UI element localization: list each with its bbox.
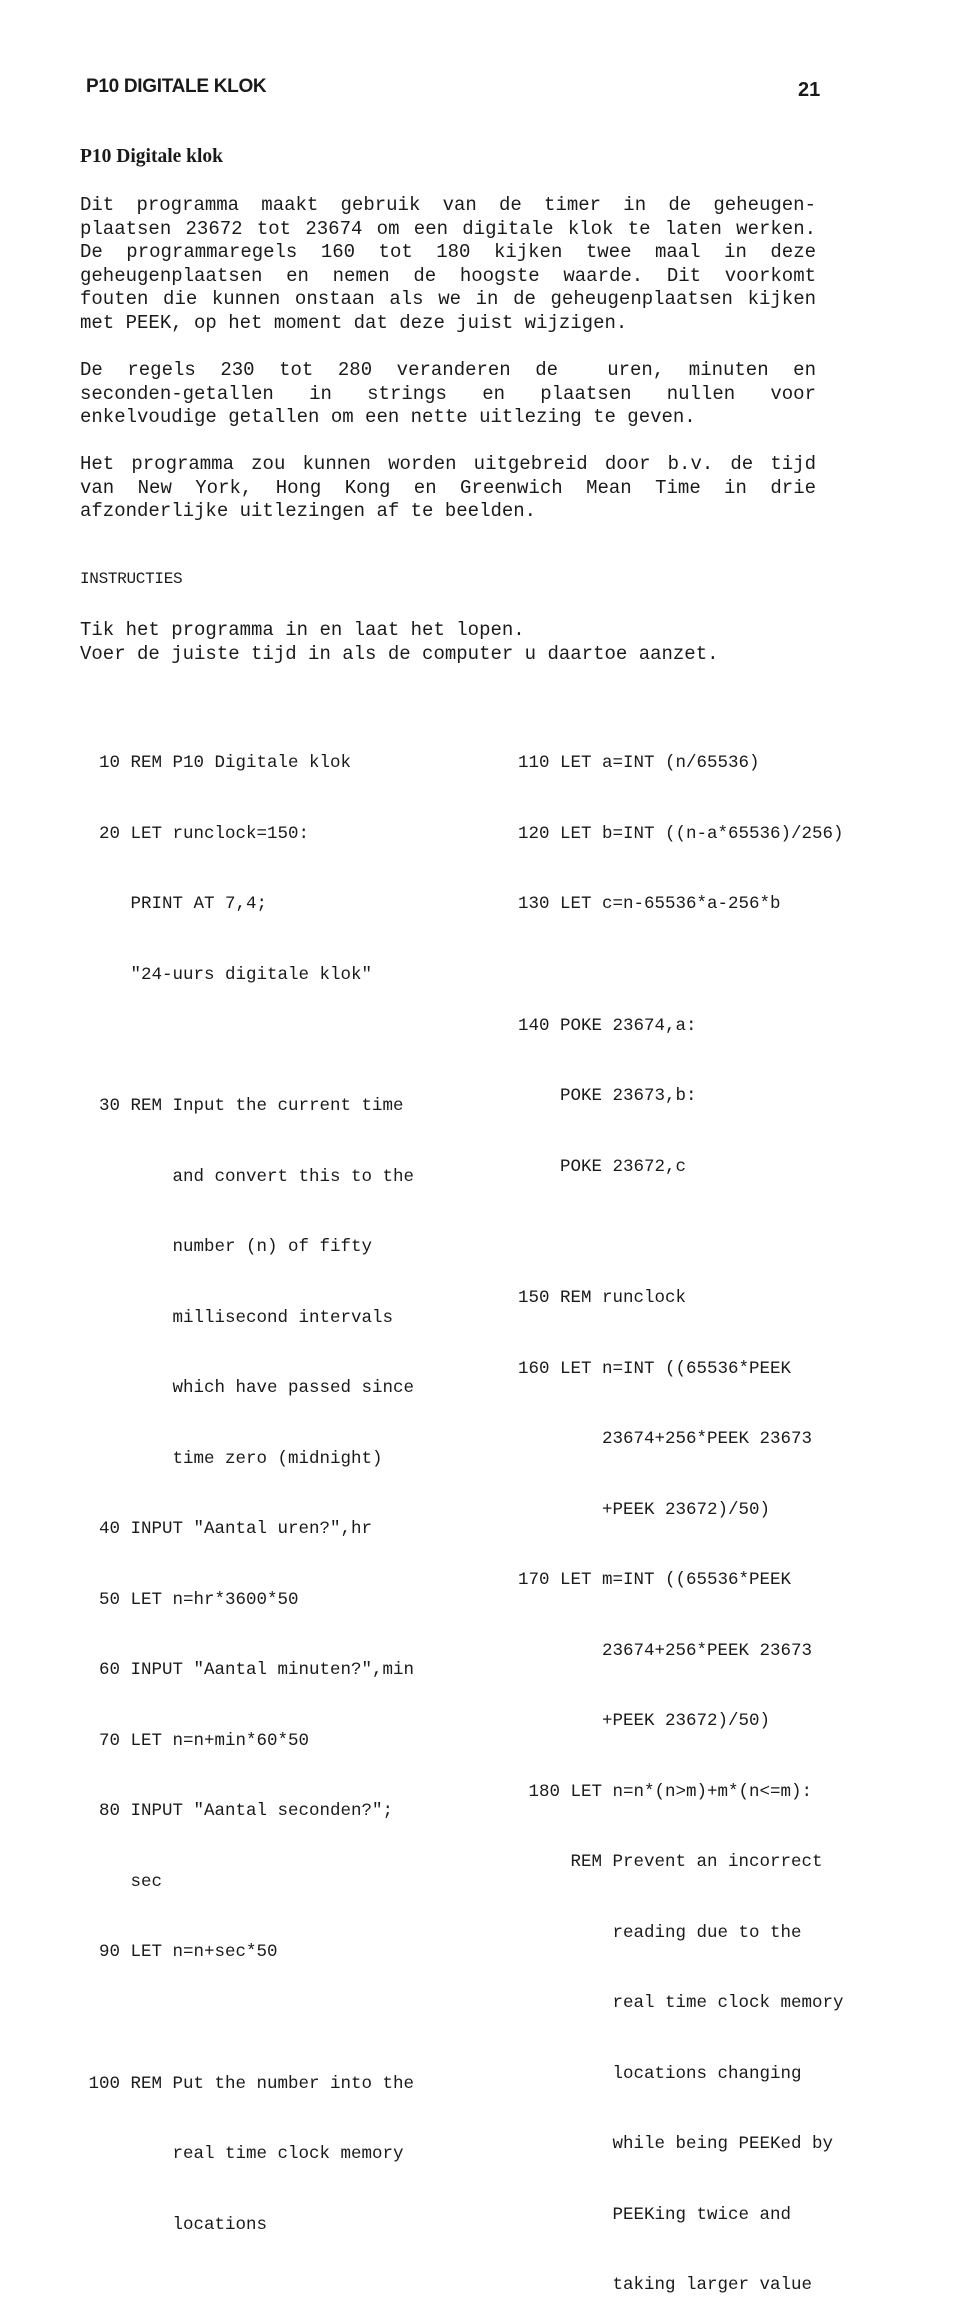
code-line: POKE 23673,b:: [518, 1086, 697, 1106]
running-header-title: P10 DIGITALE KLOK: [86, 76, 267, 97]
code-line: 50 LET n=hr*3600*50: [78, 1589, 299, 1610]
code-line: 100 REM Put the number into the: [78, 2073, 415, 2094]
code-line: time zero (midnight): [78, 1448, 383, 1469]
code-line: 20 LET runclock=150:: [78, 823, 310, 844]
code-line: 70 LET n=n+min*60*50: [78, 1730, 310, 1751]
code-line: real time clock memory: [518, 1993, 844, 2013]
code-line: "24-uurs digitale klok": [78, 964, 373, 985]
code-line: 170 LET m=INT ((65536*PEEK: [518, 1570, 792, 1590]
code-line: 120 LET b=INT ((n-a*65536)/256): [518, 823, 844, 844]
text-line: Het programma zou kunnen worden uitgebreid door b.v. de tijd: [80, 453, 816, 475]
text-line: Dit programma maakt gebruik van de timer in de geheugen-: [80, 194, 816, 216]
code-line: 110 LET a=INT (n/65536): [518, 753, 760, 773]
text-line: van New York, Hong Kong en Greenwich Mean Time in drie: [80, 476, 816, 499]
code-line: 180 LET n=n*(n>m)+m*(n<=m):: [518, 1781, 813, 1802]
code-line: REM Prevent an incorrect: [518, 1852, 823, 1872]
code-line: 90 LET n=n+sec*50: [78, 1942, 278, 1962]
code-blank-line: [518, 964, 844, 968]
code-line: number (n) of fifty: [78, 1237, 373, 1257]
section-title: P10 Digitale klok: [80, 146, 224, 167]
code-line: 23674+256*PEEK 23673: [518, 1640, 813, 1661]
text-line: Tik het programma in en laat het lopen.: [80, 619, 525, 641]
code-line: locations: [78, 2214, 268, 2235]
code-blank-line: [78, 2012, 414, 2026]
text-line: seconden-getallen in strings en plaatsen nullen voor: [80, 382, 816, 405]
code-line: +PEEK 23672)/50): [518, 1711, 771, 1731]
code-blank-line: [78, 1034, 414, 1048]
code-line: PRINT AT 7,4;: [78, 894, 268, 914]
code-line: 30 REM Input the current time: [78, 1096, 404, 1116]
code-line: real time clock memory: [78, 2144, 404, 2164]
code-line: PEEKing twice and: [518, 2204, 792, 2225]
code-line: 160 LET n=INT ((65536*PEEK: [518, 1358, 792, 1379]
code-listing-right: [518, 705, 844, 2321]
code-blank-line: [518, 1226, 844, 1240]
code-line: reading due to the: [518, 1922, 802, 1943]
code-line: locations changing: [518, 2063, 802, 2084]
instructions-heading: INSTRUCTIES: [80, 570, 183, 588]
text-line: afzonderlijke uitlezingen af te beelden.: [80, 500, 537, 522]
code-line: and convert this to the: [78, 1166, 415, 1187]
page-number: 21: [798, 79, 821, 101]
code-listing-left: [78, 705, 414, 2261]
text-line: enkelvoudige getallen om een nette uitlezing te geven.: [80, 406, 696, 428]
text-line: Voer de juiste tijd in als de computer u daartoe aanzet.: [80, 642, 719, 665]
code-line: while being PEEKed by: [518, 2134, 834, 2154]
code-line: millisecond intervals: [78, 1307, 394, 1328]
text-line: plaatsen 23672 tot 23674 om een digitale klok te laten werken.: [80, 217, 816, 240]
text-line: De regels 230 tot 280 veranderen de uren, minuten en: [80, 359, 816, 381]
intro-paragraph-1: [80, 194, 816, 335]
text-line: fouten die kunnen onstaan als we in de geheugenplaatsen kijken: [80, 288, 816, 310]
code-line: 23674+256*PEEK 23673: [518, 1429, 813, 1449]
instructions-text: [80, 619, 816, 666]
code-line: POKE 23672,c: [518, 1156, 687, 1177]
code-line: sec: [78, 1871, 163, 1892]
code-line: +PEEK 23672)/50): [518, 1499, 771, 1520]
intro-paragraph-3: [80, 453, 816, 524]
code-line: 10 REM P10 Digitale klok: [78, 753, 352, 773]
code-line: 140 POKE 23674,a:: [518, 1015, 697, 1036]
intro-paragraph-2: [80, 359, 816, 430]
text-line: De programmaregels 160 tot 180 kijken twee maal in deze: [80, 241, 816, 263]
code-line: taking larger value: [518, 2275, 813, 2295]
code-line: 80 INPUT "Aantal seconden?";: [78, 1801, 394, 1821]
text-line: geheugenplaatsen en nemen de hoogste waarde. Dit voorkomt: [80, 264, 816, 287]
code-line: 130 LET c=n-65536*a-256*b: [518, 894, 781, 914]
code-line: which have passed since: [78, 1378, 415, 1398]
code-line: 60 INPUT "Aantal minuten?",min: [78, 1660, 415, 1680]
code-line: 40 INPUT "Aantal uren?",hr: [78, 1519, 373, 1539]
code-line: 150 REM runclock: [518, 1288, 687, 1308]
text-line: met PEEK, op het moment dat deze juist wijzigen.: [80, 311, 628, 334]
